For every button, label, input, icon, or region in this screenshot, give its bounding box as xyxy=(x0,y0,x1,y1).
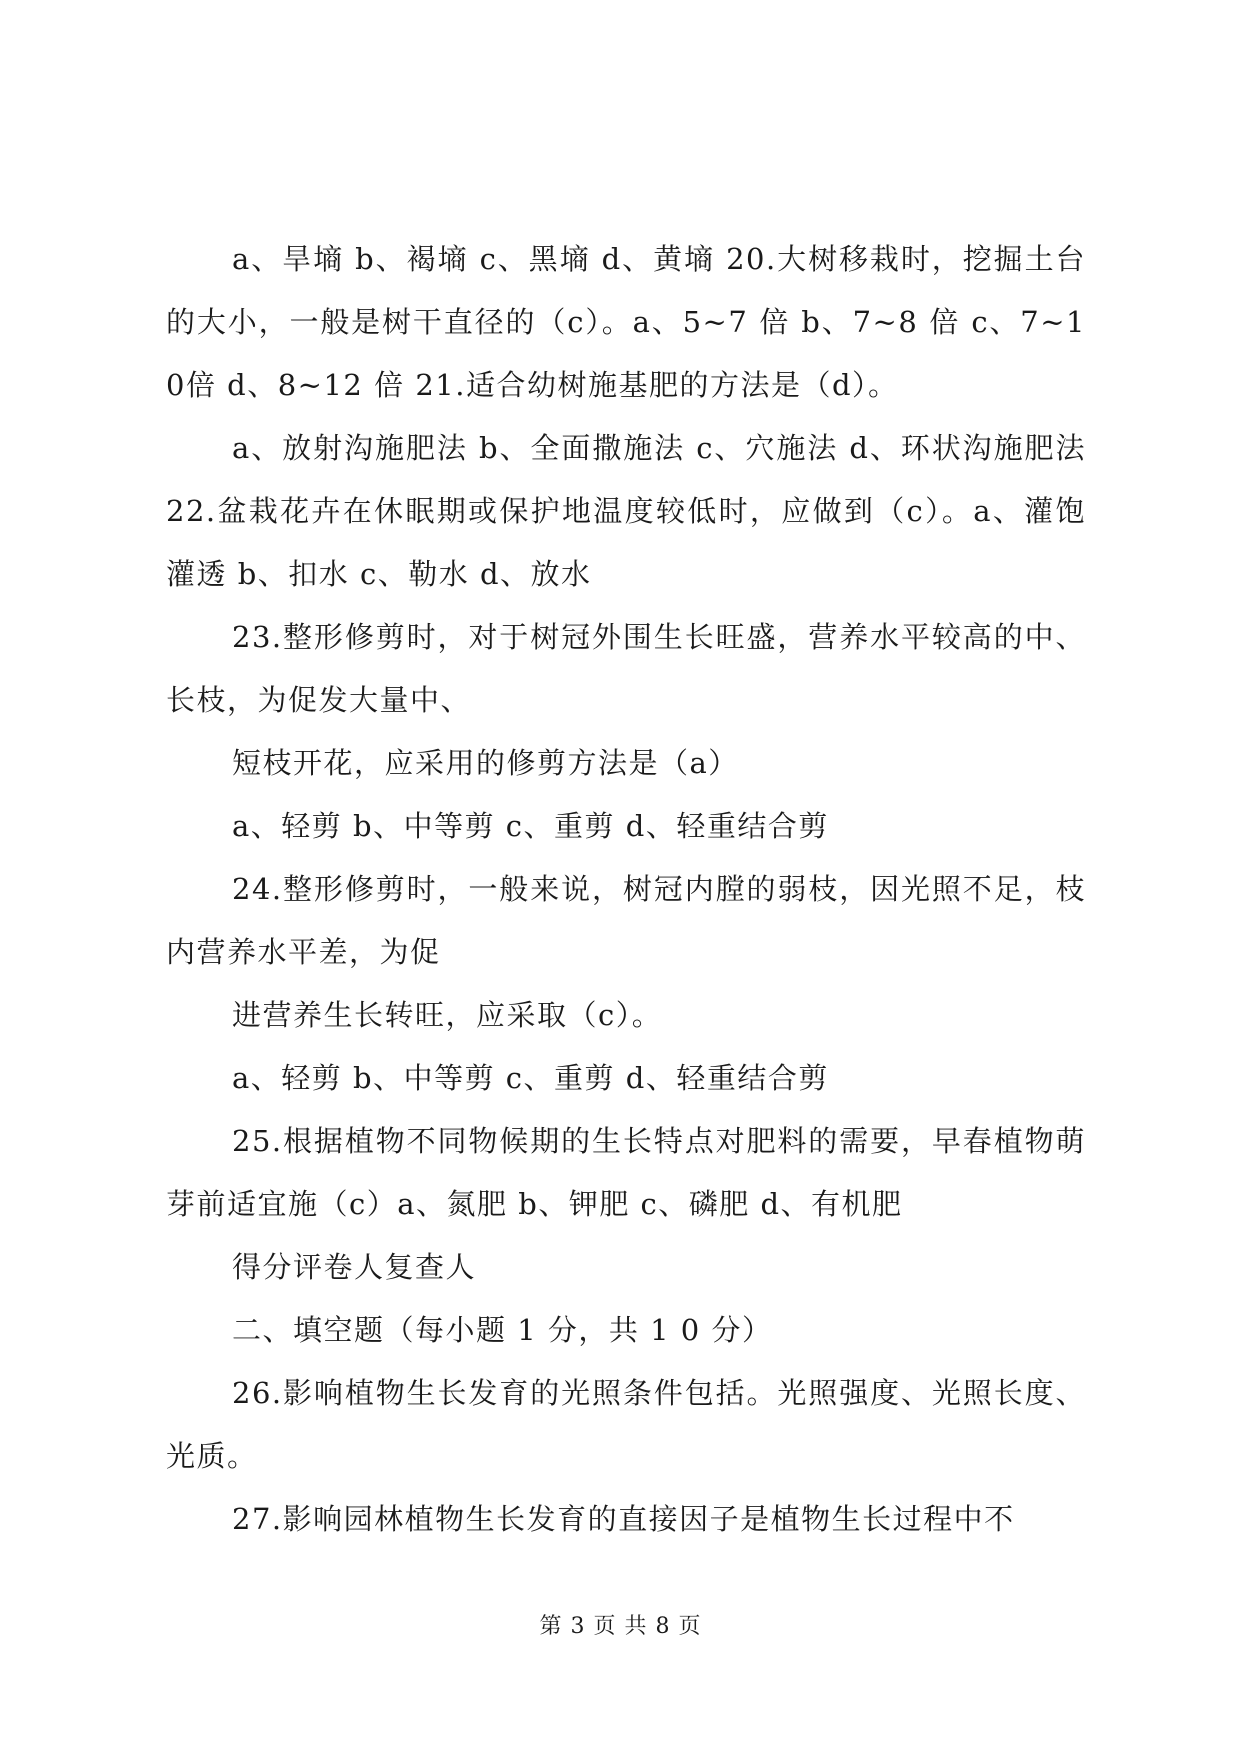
document-body xyxy=(166,228,1086,1551)
paragraph: 24.整形修剪时，一般来说，树冠内膛的弱枝，因光照不足，枝内营养水平差，为促 xyxy=(166,872,1086,969)
paragraph: a、放射沟施肥法 b、全面撒施法 c、穴施法 d、环状沟施肥法 22.盆栽花卉在休眠期或保护地温度较低时，应做到（c）。a、灌饱灌透 b、扣水 c、勒水 d、放水 xyxy=(166,431,1086,591)
paragraph: 进营养生长转旺，应采取（c）。 xyxy=(232,998,663,1032)
section-heading: 二、填空题（每小题 1 分，共 1 0 分） xyxy=(232,1313,773,1347)
paragraph: 得分评卷人复查人 xyxy=(232,1250,477,1284)
paragraph: 23.整形修剪时，对于树冠外围生长旺盛，营养水平较高的中、长枝，为促发大量中、 xyxy=(166,620,1086,717)
paragraph: 26.影响植物生长发育的光照条件包括。光照强度、光照长度、光质。 xyxy=(166,1376,1086,1473)
paragraph: 短枝开花，应采用的修剪方法是（a） xyxy=(232,746,739,780)
page-footer xyxy=(0,1612,1241,1642)
page-number-label: 第 3 页 共 8 页 xyxy=(539,1614,702,1639)
paragraph: a、轻剪 b、中等剪 c、重剪 d、轻重结合剪 xyxy=(232,809,829,843)
paragraph: a、轻剪 b、中等剪 c、重剪 d、轻重结合剪 xyxy=(232,1061,829,1095)
paragraph: 25.根据植物不同物候期的生长特点对肥料的需要，早春植物萌芽前适宜施（c）a、氮肥 b、钾肥 c、磷肥 d、有机肥 xyxy=(166,1124,1086,1221)
paragraph: 27.影响园林植物生长发育的直接因子是植物生长过程中不 xyxy=(232,1502,1015,1536)
paragraph: a、旱墒 b、褐墒 c、黑墒 d、黄墒 20.大树移栽时，挖掘土台的大小，一般是树干直径的（c）。a、5~7 倍 b、7~8 倍 c、7~10倍 d、8~12 倍 21.适合幼树施基肥的方法是（d）。 xyxy=(166,242,1086,402)
